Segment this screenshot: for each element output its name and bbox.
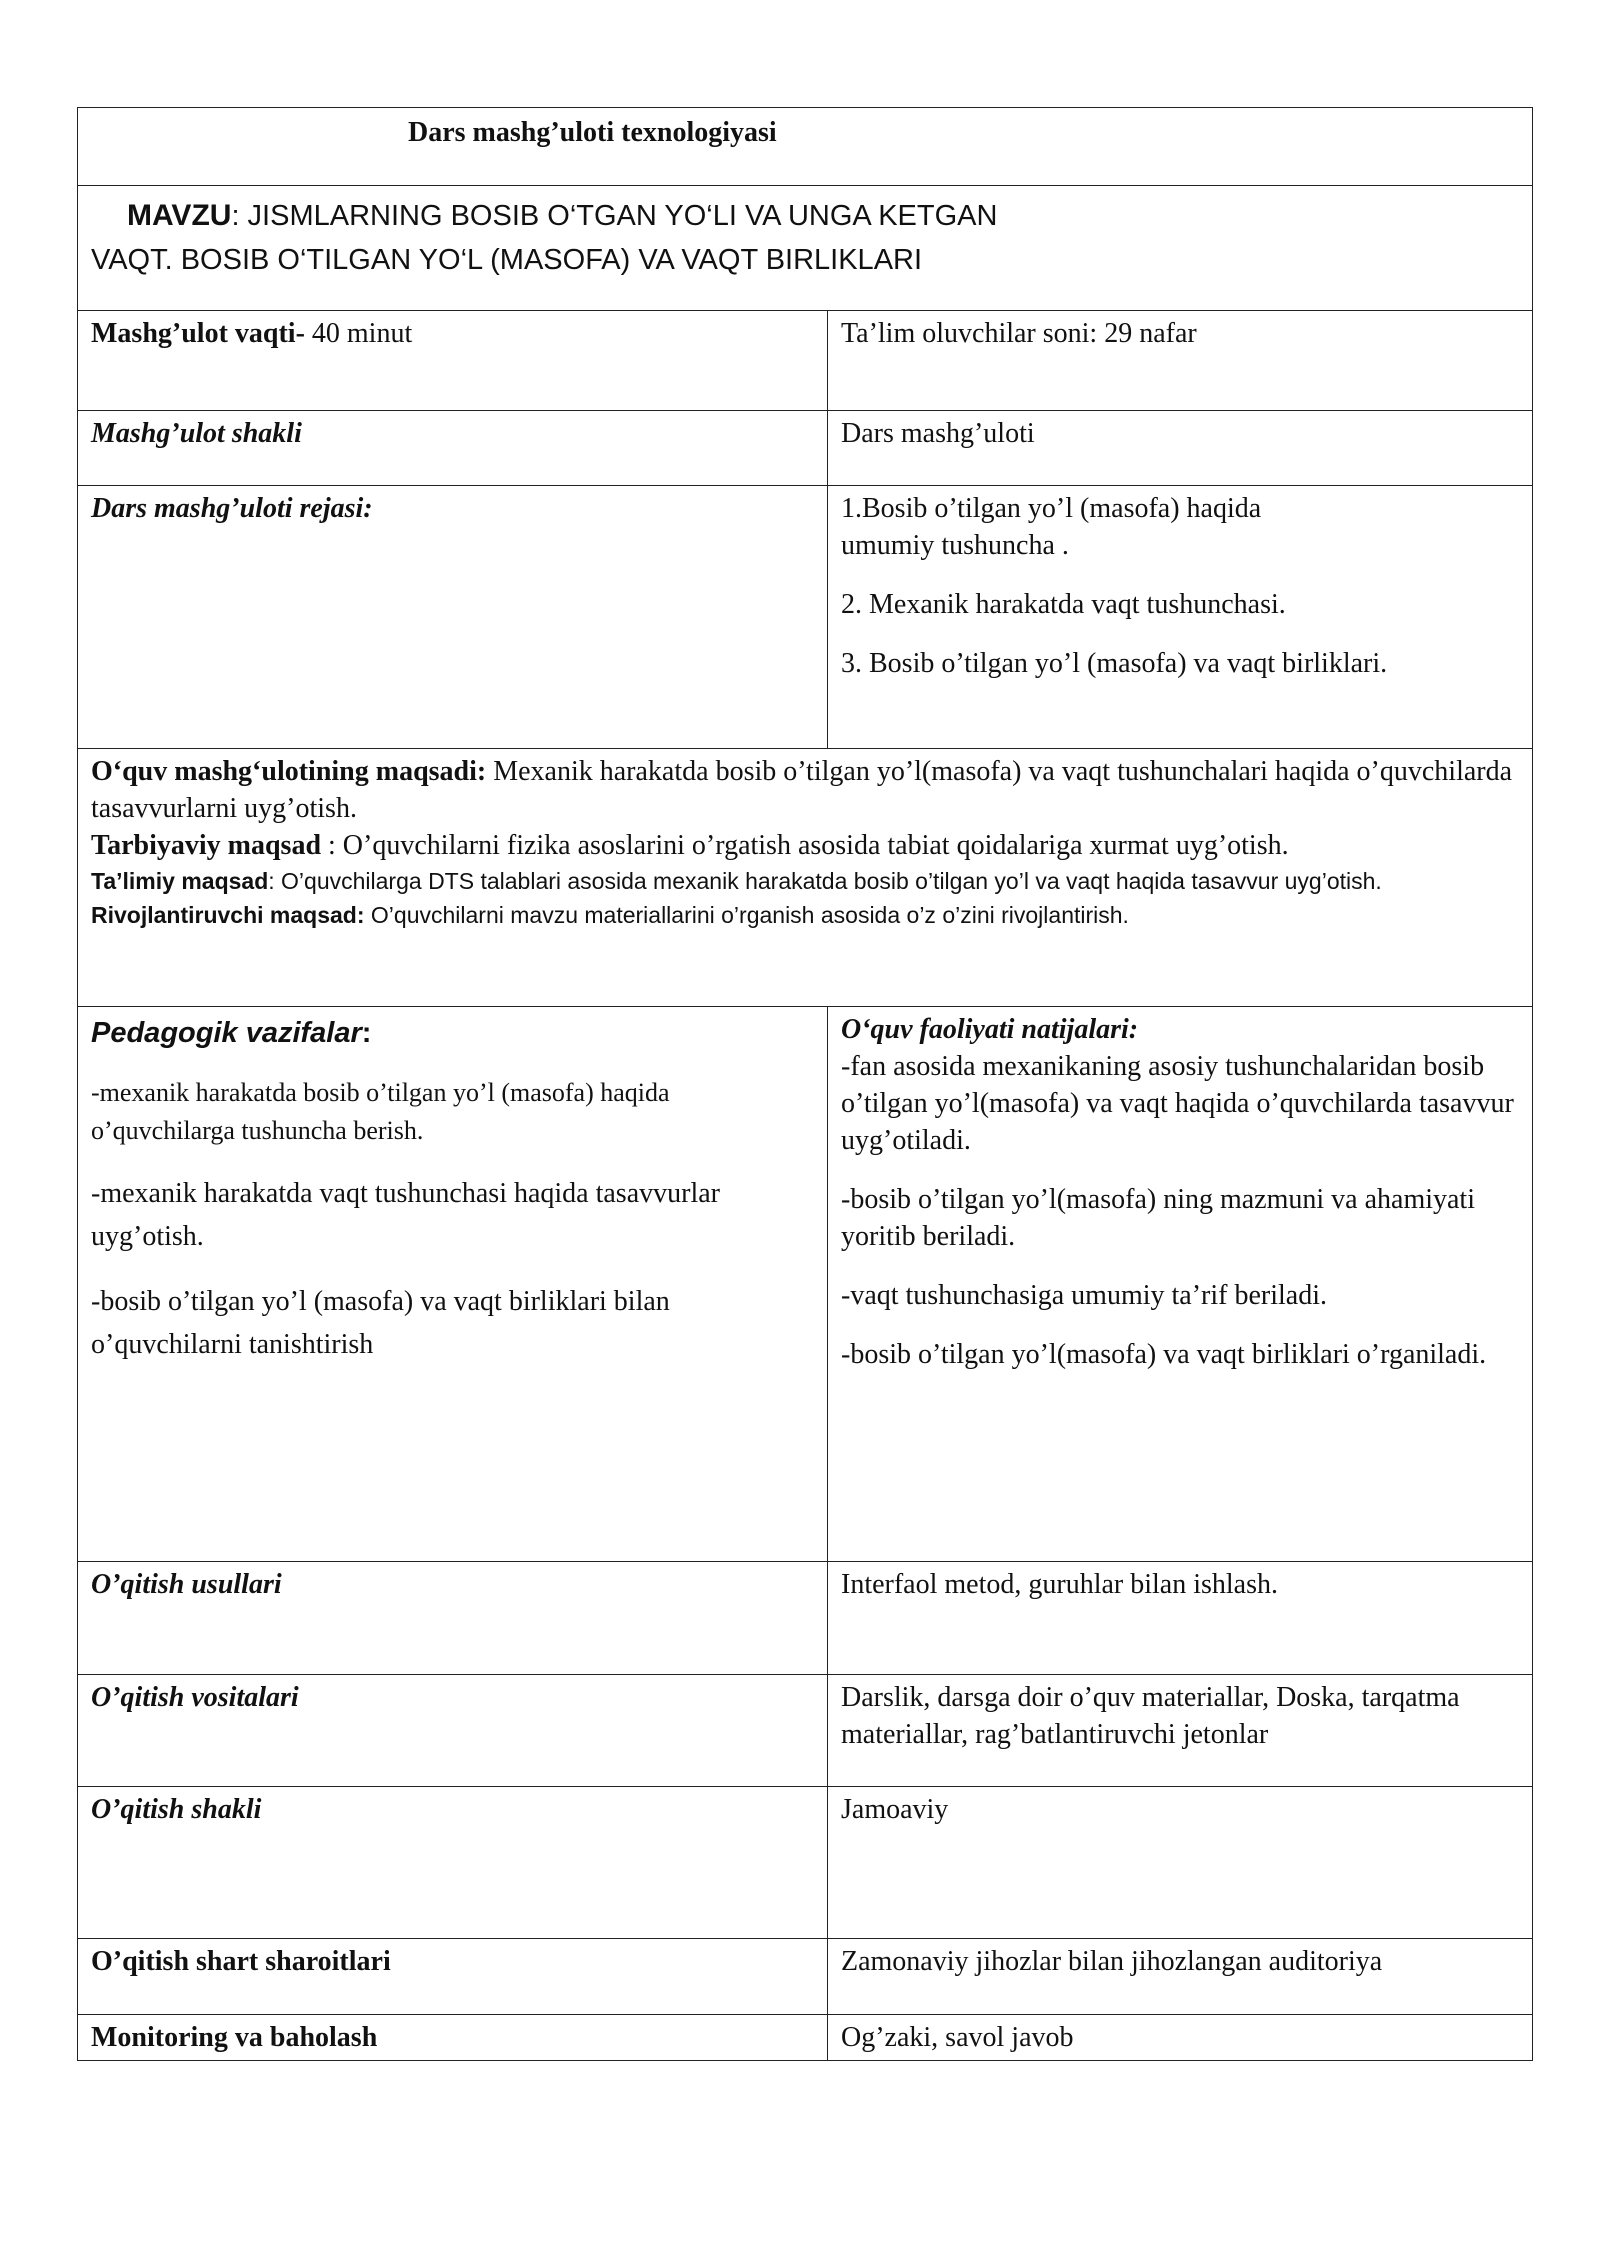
plan-row bbox=[78, 486, 1533, 749]
outcomes-item-4: -bosib o’tilgan yo’l(masofa) va vaqt birliklari o’rganiladi. bbox=[841, 1339, 1487, 1370]
tools-label: O’qitish vositalari bbox=[78, 1675, 828, 1787]
outcomes-item-1: -fan asosida mexanikaning asosiy tushunchalaridan bosib o’tilgan yo’l(masofa) va vaqt haqida o’quvchilarda tasavvur uyg’otiladi. bbox=[841, 1051, 1514, 1156]
time-label: Mashg’ulot vaqti- bbox=[91, 318, 305, 349]
main-goal bbox=[91, 753, 1519, 827]
developing-goal-label: Rivojlantiruvchi maqsad: bbox=[91, 902, 365, 928]
monitoring-value: Og’zaki, savol javob bbox=[828, 2015, 1533, 2061]
main-goal-text: Mexanik harakatda bosib o’tilgan yo’l(masofa) va vaqt tushunchalari haqida o’quvchilarda tasavvurlarni uyg’otish. bbox=[91, 756, 1513, 824]
outcomes-cell bbox=[828, 1007, 1533, 1562]
students-cell: Ta’lim oluvchilar soni: 29 nafar bbox=[828, 311, 1533, 411]
topic-cell bbox=[78, 186, 1533, 311]
plan-cell bbox=[828, 486, 1533, 749]
upbringing-goal-label: Tarbiyaviy maqsad bbox=[91, 830, 322, 861]
pedagogical-item-2: -mexanik harakatda vaqt tushunchasi haqida tasavvurlar uyg’otish. bbox=[91, 1178, 720, 1252]
teaching-form-label: O’qitish shakli bbox=[78, 1787, 828, 1939]
methods-value: Interfaol metod, guruhlar bilan ishlash. bbox=[828, 1562, 1533, 1675]
document-title: Dars mashg’uloti texnologiyasi bbox=[78, 108, 1533, 186]
plan-item-1b: umumiy tushuncha . bbox=[841, 530, 1069, 561]
form-row bbox=[78, 411, 1533, 486]
educational-goal-label: Ta’limiy maqsad bbox=[91, 868, 269, 894]
methods-label: O’qitish usullari bbox=[78, 1562, 828, 1675]
tasks-row bbox=[78, 1007, 1533, 1562]
conditions-value: Zamonaviy jihozlar bilan jihozlangan auditoriya bbox=[828, 1939, 1533, 2015]
form-label: Mashg’ulot shakli bbox=[78, 411, 828, 486]
time-cell bbox=[78, 311, 828, 411]
plan-item-1a: 1.Bosib o’tilgan yo’l (masofa) haqida bbox=[841, 493, 1262, 524]
developing-goal-text: O’quvchilarni mavzu materiallarini o’rganish asosida o’z o’zini rivojlantirish. bbox=[364, 902, 1129, 928]
tools-row bbox=[78, 1675, 1533, 1787]
time-row bbox=[78, 311, 1533, 411]
goals-cell bbox=[78, 749, 1533, 1007]
upbringing-goal-text: : O’quvchilarni fizika asoslarini o’rgatish asosida tabiat qoidalariga xurmat uyg’otish. bbox=[321, 830, 1289, 861]
topic-line-1: : JISMLARNING BOSIB O‘TGAN YO‘LI VA UNGA KETGAN bbox=[231, 200, 998, 232]
upbringing-goal bbox=[91, 827, 1519, 864]
time-value: 40 minut bbox=[304, 318, 413, 349]
tools-value: Darslik, darsga doir o’quv materiallar, Doska, tarqatma materiallar, rag’batlantiruvchi jetonlar bbox=[828, 1675, 1533, 1787]
goals-row bbox=[78, 749, 1533, 1007]
pedagogical-heading: Pedagogik vazifalar bbox=[91, 1017, 362, 1049]
teaching-form-row bbox=[78, 1787, 1533, 1939]
outcomes-item-3: -vaqt tushunchasiga umumiy ta’rif beriladi. bbox=[841, 1280, 1327, 1311]
topic-row bbox=[78, 186, 1533, 311]
title-row bbox=[78, 108, 1533, 186]
educational-goal bbox=[91, 864, 1519, 898]
topic-label: MAVZU bbox=[127, 199, 232, 232]
conditions-row bbox=[78, 1939, 1533, 2015]
outcomes-heading: O‘quv faoliyati natijalari: bbox=[841, 1014, 1139, 1045]
developing-goal bbox=[91, 898, 1519, 932]
plan-label: Dars mashg’uloti rejasi: bbox=[78, 486, 828, 749]
methods-row bbox=[78, 1562, 1533, 1675]
topic-line-2: VAQT. BOSIB O‘TILGAN YO‘L (MASOFA) VA VAQT BIRLIKLARI bbox=[91, 244, 923, 276]
lesson-plan-table bbox=[77, 107, 1533, 2061]
form-value: Dars mashg’uloti bbox=[828, 411, 1533, 486]
pedagogical-cell bbox=[78, 1007, 828, 1562]
teaching-form-value: Jamoaviy bbox=[828, 1787, 1533, 1939]
monitoring-row bbox=[78, 2015, 1533, 2061]
pedagogical-heading-colon: : bbox=[361, 1017, 372, 1049]
plan-item-3: 3. Bosib o’tilgan yo’l (masofa) va vaqt birliklari. bbox=[841, 648, 1388, 679]
plan-item-2: 2. Mexanik harakatda vaqt tushunchasi. bbox=[841, 589, 1286, 620]
conditions-label: O’qitish shart sharoitlari bbox=[78, 1939, 828, 2015]
monitoring-label: Monitoring va baholash bbox=[78, 2015, 828, 2061]
educational-goal-text: : O’quvchilarga DTS talablari asosida mexanik harakatda bosib o’tilgan yo’l va vaqt haqida tasavvur uyg’otish. bbox=[268, 868, 1382, 894]
pedagogical-item-3: -bosib o’tilgan yo’l (masofa) va vaqt birliklari bilan o’quvchilarni tanishtirish bbox=[91, 1286, 670, 1360]
pedagogical-item-1: -mexanik harakatda bosib o’tilgan yo’l (masofa) haqida o’quvchilarga tushuncha berish. bbox=[91, 1078, 670, 1145]
outcomes-item-2: -bosib o’tilgan yo’l(masofa) ning mazmuni va ahamiyati yoritib beriladi. bbox=[841, 1184, 1475, 1252]
main-goal-label: O‘quv mashg‘ulotining maqsadi: bbox=[91, 756, 487, 787]
